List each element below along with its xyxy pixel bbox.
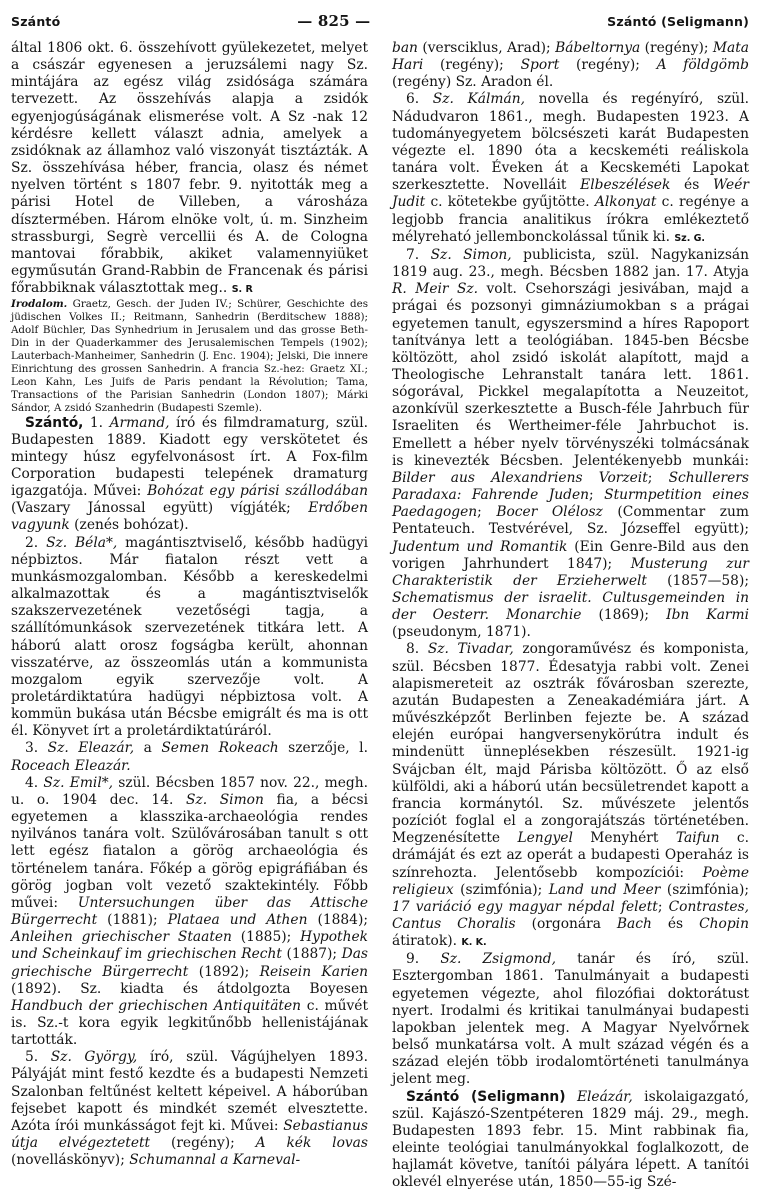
header-left: Szántó	[11, 13, 61, 29]
entry-zsigmond: 9. Sz. Zsigmond, tanár és író, szül. Esztergomban 1861. Tanulmányait a budapesti egyetemen végezte, ahol filozófiai doktorátust nyert. Irodalmi és kritikai tanulmányai budapesti lapokban jelentek meg. A Magyar Nyelvőrnek belső munkatársa volt. A mult század végén és a század elején több irodalomtörténeti tanulmánya jelent meg.	[392, 951, 749, 1088]
entry-headword: Szántó,	[25, 414, 84, 431]
page-number: — 825 —	[297, 12, 371, 30]
left-column	[11, 40, 369, 1169]
entry-szanto-seligmann: Szántó (Seligmann) Eleázár, iskolaigazgató, szül. Kajászó-Szentpéteren 1829 máj. 29., megh. Budapesten 1893 febr. 15. Mint rabbinak fia, eleinte teológiai tanulmányokkal foglalkozott, de hajlamát követve, tanítói pályára lépett. A tanítói oklevél elnyerése után, 1850—55-ig Szé-	[392, 1088, 750, 1191]
entry-bela: 2. Sz. Béla*, magántisztviselő, később hadügyi népbiztos. Már fiatalon részt vett a munkásmozgalomban. Később a kereskedelmi alkalmazottak és a magántisztviselők szakszervezetének vezetőségi tagja, a szállítómunkások szervezetének titkára lett. A háború alatt orosz fogságba került, ahonnan visszatérve, az összeomlás után a kommunista mozgalom egyik szervezője volt. A proletárdiktatúra hadügyi népbiztosa volt. A kommün bukása után Bécsbe emigrált és ma is ott él. Könyvet írt a proletárdiktatúráról.	[11, 534, 369, 740]
entry-eleazar: 3. Sz. Eleazár, a Semen Rokeach szerzője, l. Roceach Eleazár.	[11, 740, 368, 774]
two-column-body	[11, 40, 750, 1191]
header-right: Szántó (Seligmann)	[607, 13, 749, 29]
entry-gyorgy: 5. Sz. György, író, szül. Vágújhelyen 1893. Pályáját mint festő kezdte és a budapesti Nemzeti Szalonban feltűnést keltett képeivel. A háborúban fejsebet kapott és mindkét szemét elvesztette. Azóta írói munkásságot fejt ki. Művei: Sebastianus útja elvégeztetett (regény); A kék lovas (novelláskönyv); Schumannal a Karneval-	[11, 1049, 368, 1169]
entry-kalman: 6. Sz. Kálmán, novella és regényíró, szül. Nádudvaron 1861., megh. Budapesten 1923. A tudományegyetem bölcsészeti karát Budapesten végezte el. 1890 óta a kecskeméti reáliskola tanára volt. Éveken át a Kecskeméti Lapokat szerkesztette. Novelláit Elbeszélések és Weér Judit c. kötetekbe gyűjtötte. Alkonyat c. regénye a legjobb francia analitikus írókra emlékeztető mélyreható jellembonckolással tűnik ki. Sz. G.	[392, 91, 750, 245]
entry-headword: Szántó (Seligmann)	[406, 1088, 566, 1105]
entry-gyorgy-continued: ban (versciklus, Arad); Bábeltornya (regény); Mata Hari (regény); Sport (regény); A földgömb (regény) Sz. Aradon él.	[392, 40, 750, 91]
author-signature: Sz. G.	[674, 232, 706, 244]
entry-simon: 7. Sz. Simon, publicista, szül. Nagykanizsán 1819 aug. 23., megh. Bécsben 1882 jan. 17. Atyja R. Meir Sz. volt. Csehországi jesivában, majd a prágai és pozsonyi gimnáziumokban s a prágai egyetemen tanult, egyszersmind a híres Rapoport tanítványa lett a teológiában. 1845-ben Bécsbe költözött, ahol zsidó iskolát alapított, majd a Theologische Lehranstalt tanára lett. 1861. sógorával, Pickkel megalapította a Neuzeitot, azonkívül szerkesztette a Busch-féle Jahrbuch für Israeliten és Wertheimer-féle Jahrbuchot is. Emellett a héber nyelv törvényszéki tolmácsának is kinevezték Bécsben. Jelentékenyebb munkái: Bilder aus Alexandriens Vorzeit; Schullerers Paradaxa: Fahrende Juden; Sturmpetition eines Paedagogen; Bocer Olélosz (Commentar zum Pentateuch. Testvérével, Sz. Józseffel együtt); Judentum und Romantik (Ein Genre-Bild aus den vorigen Jahrhundert 1847); Musterung zur Charakteristik der Erzieherwelt (1857—58); Schematismus der israelit. Cultusgemeinden in der Oesterr. Monarchie (1869); Ibn Karmi (pseudonym, 1871).	[392, 246, 750, 641]
bibliography-label: Irodalom.	[11, 298, 68, 311]
entry-armand: Szántó, 1. Armand, író és filmdramaturg, szül. Budapesten 1889. Kiadott egy verskötetet és mintegy húsz egyfelvonásost írt. A Fox-film Corporation budapesti telepének dramaturg igazgatója. Művei: Bohózat egy párisi szállodában (Vaszary Jánossal együtt) vígjáték; Erdőben vagyunk (zenés bohózat).	[11, 414, 369, 534]
running-header	[11, 10, 749, 32]
right-column	[392, 40, 750, 1191]
entry-tivadar: 8. Sz. Tivadar, zongoraművész és komponista, szül. Bécsben 1877. Édesatyja rabbi volt. Zenei alapismereteit az osztrák fővárosban szerezte, azután Budapesten a Zeneakadémiára járt. A művészképzőt Berlinben fejezte be. A század elején európai hangversenykörútra indult és mindenütt ünneplésekben részesült. 1921-ig Svájcban élt, majd Párisba költözött. Ő az első külföldi, aki a háború után becsületrendet kapott a francia kormánytól. Sz. művészete jelentős pozíciót foglal el a zongorajátszás történetében. Megzenésítette Lengyel Menyhért Taifun c. drámáját és ezt az operát a budapesti Operaház is színrehozta. Jelentősebb kompozíciói: Poème religieux (szimfónia); Land und Meer (szimfónia); 17 variáció egy magyar népdal felett; Contrastes, Cantus Choralis (orgonára Bach és Chopin átiratok). K. K.	[392, 641, 750, 950]
bibliography: Irodalom. Graetz, Gesch. der Juden IV.; Schürer, Geschichte des jüdischen Volkes II.; Reitmann, Sanhedrin (Berditschew 1888); Adolf Büchler, Das Synhedrium in Jerusalem und das grosse Beth-Din in der Quaderkammer des Jerusalemischen Tempels (1902); Lauterbach-Manheimer, Sanhedrin (J. Enc. 1904); Jelski, Die innere Einrichtung des grossen Sanhedrin. A francia Sz.-hez: Graetz XI.; Leon Kahn, Les Juifs de Paris pendant la Révolution; Tama, Transactions of the Parisian Sanhedrin (London 1807); Márki Sándor, A zsidó Szanhedrin (Budapesti Szemle).	[11, 298, 368, 414]
author-signature: S. R	[231, 284, 253, 296]
author-signature: K. K.	[461, 937, 487, 949]
entry-emil: 4. Sz. Emil*, szül. Bécsben 1857 nov. 22., megh. u. o. 1904 dec. 14. Sz. Simon fia, a bécsi egyetemen a klasszika-archaeológia rendes nyilvános tanára volt. Szülővárosában tanult s ott lett egész fiatalon a görög archaeológia és történelem tanára. Főkép a görög epigráfiában és görög jogban volt vezető szaktekintély. Főbb művei: Untersuchungen über das Attische Bürgerrecht (1881); Plataea und Athen (1884); Anleihen griechischer Staaten (1885); Hypothek und Scheinkauf im griechischen Recht (1887); Das griechische Bürgerrecht (1892); Reisein Karien (1892). Sz. kiadta és átdolgozta Boyesen Handbuch der griechischen Antiquitäten c. művét is. Sz.-t kora egyik legkitűnőbb hellenistájának tartották.	[11, 774, 369, 1049]
sanhedrin-paragraph: által 1806 okt. 6. összehívott gyülekezetet, melyet a császár egyenesen a jeruzsálemi nagy Sz. mintájára az egész világ zsidósága számára tervezett. Az összehívás alapja a zsidók egyenjogúságának elismerése volt. A Sz -nak 12 kérdésre kellett választ adnia, amelyek a zsidóknak az államhoz való viszonyát tisztázták. A Sz. összehívása héber, francia, olasz és német nyelven történt s 1807 febr. 9. nyitották meg a párisi Hotel de Villeben, a városháza dísztermében. Három elnöke volt, ú. m. Sinzheim strassburgi, Segrè vercellii és A. de Cologna mantovai főrabbik, akiket valamennyiüket egyműsután Grand-Rabbin de Francenak és párisi főrabbiknak választottak meg.. S. R	[11, 40, 368, 297]
